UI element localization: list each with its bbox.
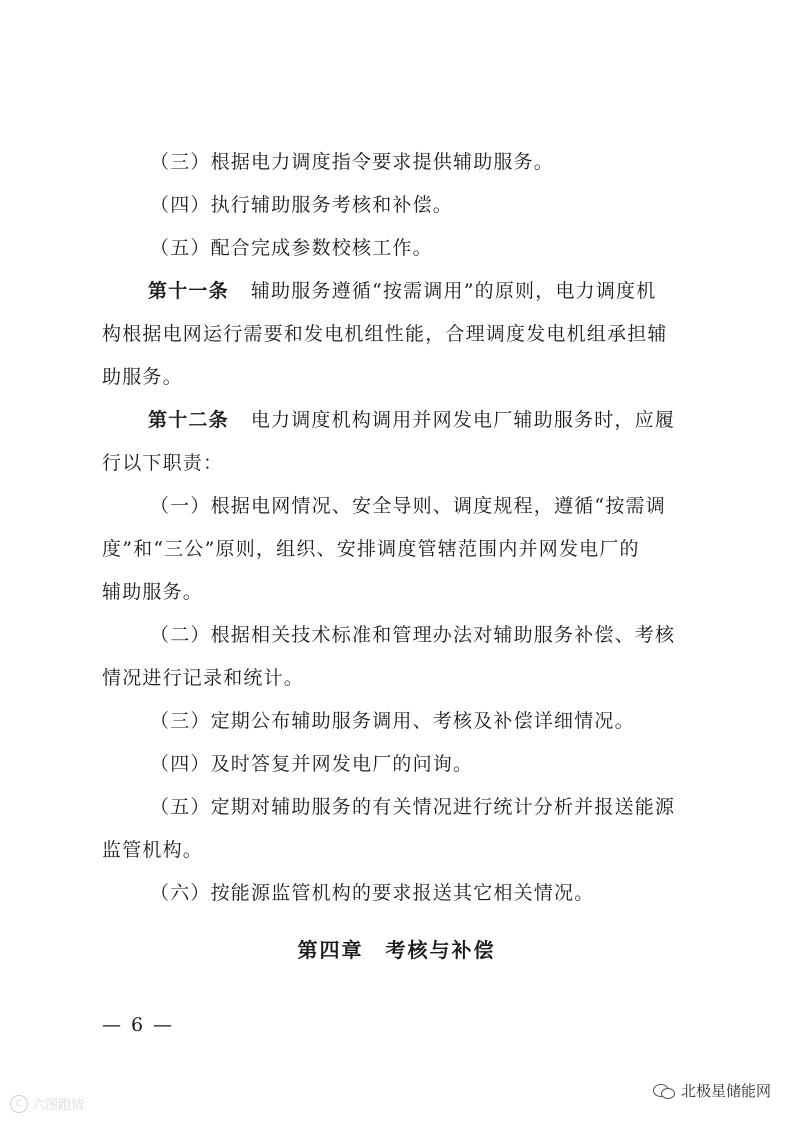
watermark-right bbox=[653, 1080, 771, 1101]
paragraph-line: （五）配合完成参数校核工作。 bbox=[150, 237, 433, 259]
paragraph-line: 情况进行记录和统计。 bbox=[102, 667, 305, 689]
watermark-right-text: 北极星储能网 bbox=[680, 1082, 771, 1100]
page-number: — 6 — bbox=[102, 1014, 175, 1036]
paragraph-line: 辅助服务。 bbox=[102, 581, 204, 603]
chapter-title: 第四章 考核与补偿 bbox=[297, 938, 496, 962]
paragraph-line: （四）执行辅助服务考核和补偿。 bbox=[150, 194, 454, 216]
paragraph-line: （三）定期公布辅助服务调用、考核及补偿详细情况。 bbox=[150, 710, 635, 732]
paragraph-line: （三）根据电力调度指令要求提供辅助服务。 bbox=[150, 151, 555, 173]
paragraph-line: 度”和“三公”原则，组织、安排调度管辖范围内并网发电厂的 bbox=[102, 538, 640, 560]
watermark-left-text: 六图跑情 bbox=[32, 1098, 85, 1113]
paragraph-line: （四）及时答复并网发电厂的问询。 bbox=[150, 753, 474, 775]
article-eleven-heading: 第十一条 bbox=[148, 280, 229, 302]
paragraph-line: （二）根据相关技术标准和管理办法对辅助服务补偿、考核 bbox=[150, 624, 676, 646]
watermark-left bbox=[10, 1094, 84, 1113]
paragraph-line: （五）定期对辅助服务的有关情况进行统计分析并报送能源 bbox=[150, 796, 676, 818]
paragraph-line: （一）根据电网情况、安全导则、调度规程，遵循“按需调 bbox=[150, 495, 666, 517]
article-twelve-line: 第十二条 电力调度机构调用并网发电厂辅助服务时，应履 bbox=[148, 409, 676, 431]
article-eleven-line: 第十一条 辅助服务遵循“按需调用”的原则，电力调度机 bbox=[148, 280, 657, 302]
paragraph-line: （六）按能源监管机构的要求报送其它相关情况。 bbox=[150, 882, 595, 904]
paragraph-line: 助服务。 bbox=[102, 366, 183, 388]
paragraph-line: 监管机构。 bbox=[102, 839, 204, 861]
watermark-logo-icon: C bbox=[10, 1095, 28, 1113]
paragraph-line: 行以下职责： bbox=[102, 452, 224, 474]
paragraph-line: 构根据电网运行需要和发电机组性能，合理调度发电机组承担辅 bbox=[102, 323, 668, 345]
article-twelve-heading: 第十二条 bbox=[148, 409, 229, 431]
wechat-icon bbox=[653, 1082, 675, 1100]
